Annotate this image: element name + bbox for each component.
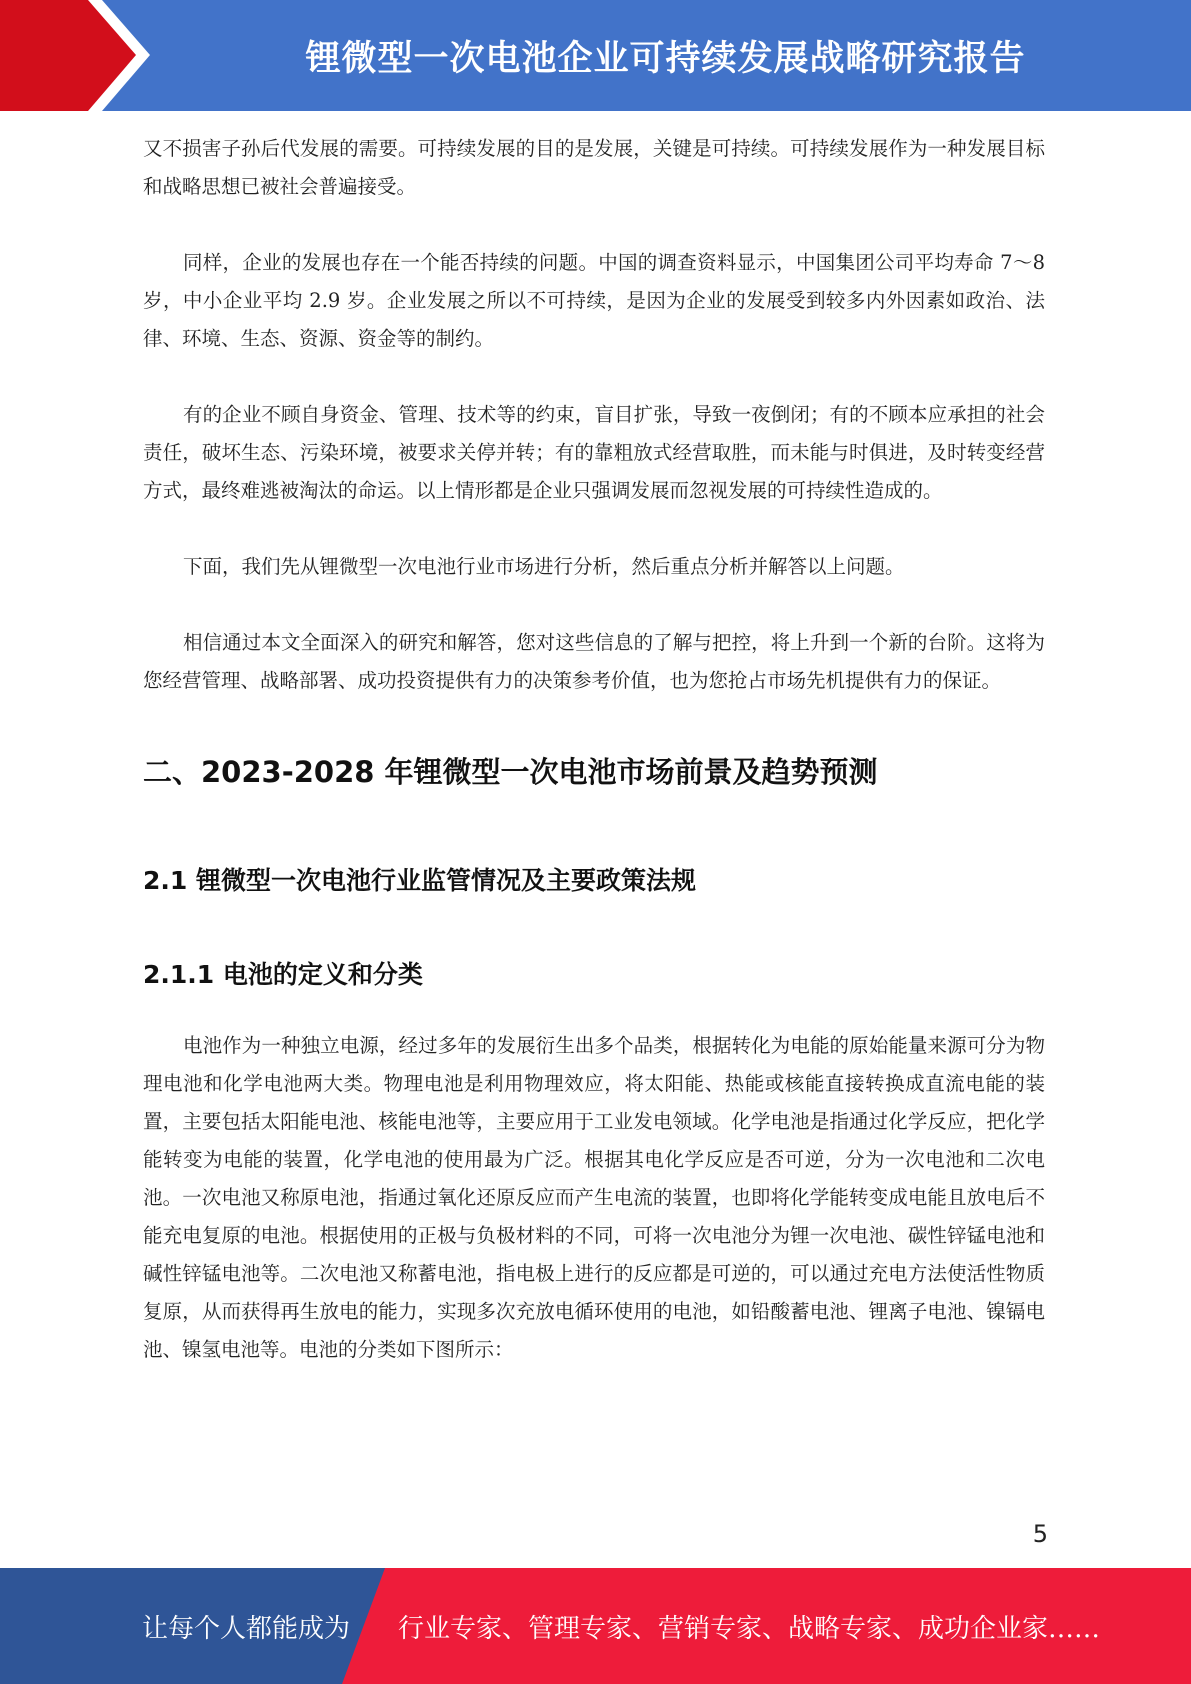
paragraph: 同样，企业的发展也存在一个能否持续的问题。中国的调查资料显示，中国集团公司平均寿命 7～8 岁，中小企业平均 2.9 岁。企业发展之所以不可持续，是因为企业的发展受到较多内外因素如政治、法律、环境、生态、资源、资金等的制约。 xyxy=(143,251,1045,350)
paragraph: 电池作为一种独立电源，经过多年的发展衍生出多个品类，根据转化为电能的原始能量来源可分为物理电池和化学电池两大类。物理电池是利用物理效应，将太阳能、热能或核能直接转换成直流电能的装置，主要包括太阳能电池、核能电池等，主要应用于工业发电领域。化学电池是指通过化学反应，把化学能转变为电能的装置，化学电池的使用最为广泛。根据其电化学反应是否可逆，分为一次电池和二次电池。一次电池又称原电池，指通过氧化还原反应而产生电流的装置，也即将化学能转变成电能且放电后不能充电复原的电池。根据使用的正极与负极材料的不同，可将一次电池分为锂一次电池、碳性锌锰电池和碱性锌锰电池等。二次电池又称蓄电池，指电极上进行的反应都是可逆的，可以通过充电方法使活性物质复原，从而获得再生放电的能力，实现多次充放电循环使用的电池，如铅酸蓄电池、锂离子电池、镍镉电池、镍氢电池等。电池的分类如下图所示： xyxy=(143,1034,1045,1361)
footer-slogan-right: 行业专家、管理专家、营销专家、战略专家、成功企业家…… xyxy=(398,1613,1101,1644)
subsection-heading: 2.1 锂微型一次电池行业监管情况及主要政策法规 xyxy=(143,866,696,895)
subsubsection-heading: 2.1.1 电池的定义和分类 xyxy=(143,960,423,989)
paragraph: 又不损害子孙后代发展的需要。可持续发展的目的是发展，关键是可持续。可持续发展作为一种发展目标和战略思想已被社会普遍接受。 xyxy=(143,137,1045,198)
paragraph: 下面，我们先从锂微型一次电池行业市场进行分析，然后重点分析并解答以上问题。 xyxy=(183,555,905,578)
section-heading: 二、2023-2028 年锂微型一次电池市场前景及趋势预测 xyxy=(143,755,878,789)
report-title: 锂微型一次电池企业可持续发展战略研究报告 xyxy=(305,38,1026,79)
page-number: 5 xyxy=(1032,1520,1048,1548)
page-content xyxy=(143,130,1045,1369)
footer-slogan-left: 让每个人都能成为 xyxy=(142,1613,351,1644)
paragraph: 相信通过本文全面深入的研究和解答，您对这些信息的了解与把控，将上升到一个新的台阶。这将为您经营管理、战略部署、成功投资提供有力的决策参考价值，也为您抢占市场先机提供有力的保证。 xyxy=(143,631,1045,692)
footer-banner xyxy=(0,1568,1191,1684)
paragraph: 有的企业不顾自身资金、管理、技术等的约束，盲目扩张，导致一夜倒闭；有的不顾本应承担的社会责任，破坏生态、污染环境，被要求关停并转；有的靠粗放式经营取胜，而未能与时俱进，及时转变经营方式，最终难逃被淘汰的命运。以上情形都是企业只强调发展而忽视发展的可持续性造成的。 xyxy=(143,403,1045,502)
header-banner xyxy=(0,0,1191,111)
